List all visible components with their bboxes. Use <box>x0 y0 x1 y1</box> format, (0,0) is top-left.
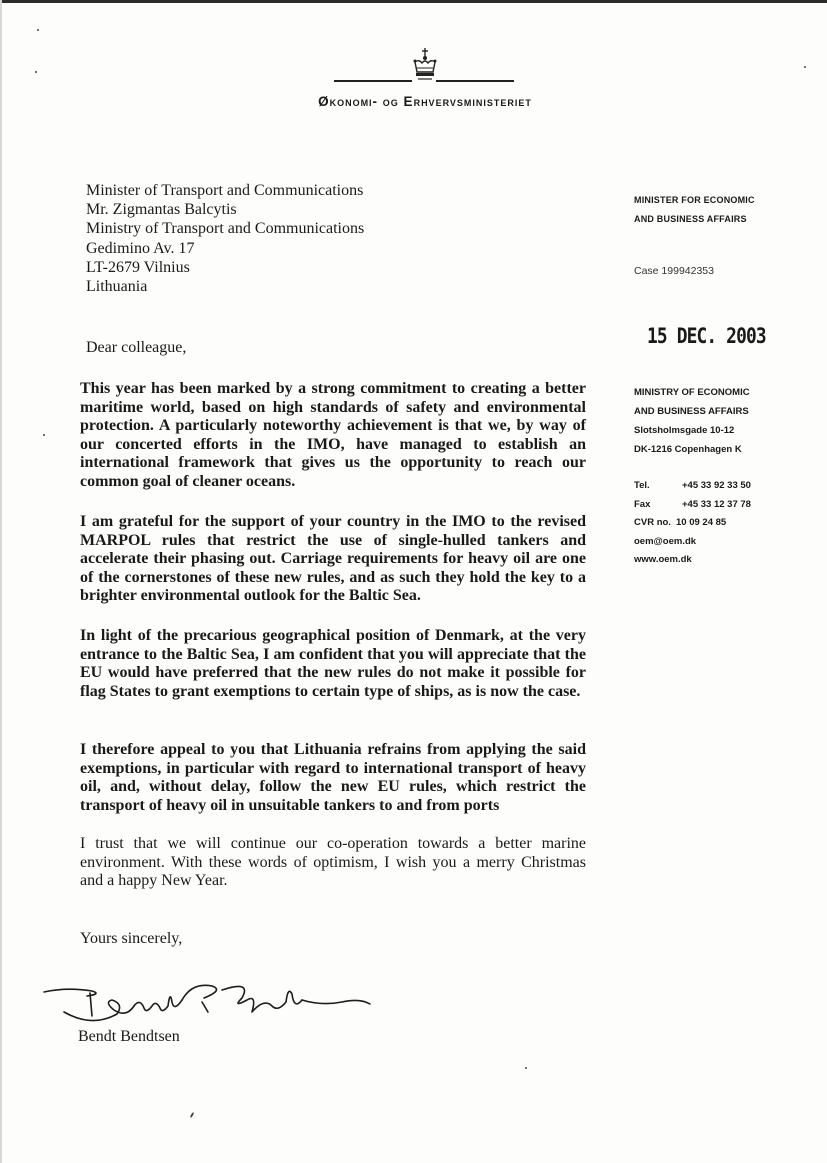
sender-address-line: AND BUSINESS AFFAIRS <box>634 406 749 417</box>
closing: Yours sincerely, <box>80 930 183 947</box>
date-stamp: 15 DEC. 2003 <box>647 324 766 348</box>
recipient-line: LT-2679 Vilnius <box>86 258 190 276</box>
tel-row <box>634 477 751 496</box>
website-link[interactable]: www.oem.dk <box>634 554 692 565</box>
recipient-line: Lithuania <box>86 278 148 296</box>
sender-contact <box>634 477 751 570</box>
email-address[interactable]: oem@oem.dk <box>634 535 697 547</box>
recipient-line: Ministry of Transport and Communications <box>86 220 365 238</box>
scan-speck <box>190 1112 195 1118</box>
ministry-name: Økonomi- og Erhvervsministeriet <box>318 94 532 109</box>
sender-address-line: MINISTRY OF ECONOMIC <box>634 387 750 398</box>
sender-title <box>634 191 755 229</box>
recipient-line: Gedimino Av. 17 <box>86 239 195 257</box>
letterhead-rule-left <box>334 80 412 82</box>
fax-row <box>634 496 751 515</box>
signer-name: Bendt Bendtsen <box>78 1028 180 1045</box>
sender-address-line: Slotsholmsgade 10-12 <box>634 425 735 436</box>
sender-title-line: AND BUSINESS AFFAIRS <box>634 214 747 224</box>
scan-speck <box>37 29 39 31</box>
scan-speck <box>35 71 37 73</box>
scan-edge-top <box>0 0 827 3</box>
scan-speck <box>804 66 806 68</box>
case-number: Case 199942353 <box>634 265 714 277</box>
cvr-label: CVR no. <box>634 517 671 528</box>
sender-address-line: DK-1216 Copenhagen K <box>634 444 742 455</box>
letter-paragraph: In light of the precarious geographical position of Denmark, at the very entrance to the Baltic Sea, I am confident that you will appreciate that the EU would have preferred that the new rules do not make it possible for flag States to grant exemptions to certain type of ships, as is now the case. <box>80 627 586 700</box>
fax-label: Fax <box>634 498 651 510</box>
handwritten-signature <box>42 972 372 1034</box>
sender-title-line: MINISTER FOR ECONOMIC <box>634 195 755 205</box>
letter-paragraph: I therefore appeal to you that Lithuania refrains from applying the said exemptions, in particular with regard to international transport of heavy oil, and, without delay, follow the new EU rules, which restrict the transport of heavy oil in unsuitable tankers to and from ports <box>80 741 586 814</box>
salutation: Dear colleague, <box>86 339 187 356</box>
letter-paragraph: I trust that we will continue our co-operation towards a better marine environment. With these words of optimism, I wish you a merry Christmas and a happy New Year. <box>80 835 586 889</box>
scan-speck <box>525 1067 527 1069</box>
recipient-line: Minister of Transport and Communications <box>86 182 364 199</box>
fax-number: +45 33 12 37 78 <box>682 498 751 510</box>
cvr-row <box>634 514 751 533</box>
letter-paragraph: This year has been marked by a strong commitment to creating a better maritime world, based on high standards of safety and environmental protection. A particularly noteworthy achievement is that we, by way of our concerted efforts in the IMO, have managed to establish an international framework that gives us the opportunity to reach our common goal of cleaner oceans. <box>80 380 586 490</box>
recipient-address <box>86 181 364 296</box>
tel-label: Tel. <box>634 480 650 491</box>
recipient-line: Mr. Zigmantas Balcytis <box>86 201 237 219</box>
sender-address <box>634 383 750 459</box>
scan-edge-left <box>0 0 2 1163</box>
letterhead <box>270 48 580 110</box>
scan-speck <box>43 434 45 436</box>
cvr-number: 10 09 24 85 <box>676 517 727 528</box>
letterhead-rule-right <box>436 80 514 82</box>
letter-paragraph: I am grateful for the support of your country in the IMO to the revised MARPOL rules that restrict the use of single-hulled tankers and accelerate their phasing out. Carriage requirements for heavy oil are one of the cornerstones of these new rules, and as such they hold the key to a brighter environmental outlook for the Baltic Sea. <box>80 513 586 604</box>
royal-crown-icon <box>413 48 437 82</box>
tel-number: +45 33 92 33 50 <box>682 480 751 491</box>
